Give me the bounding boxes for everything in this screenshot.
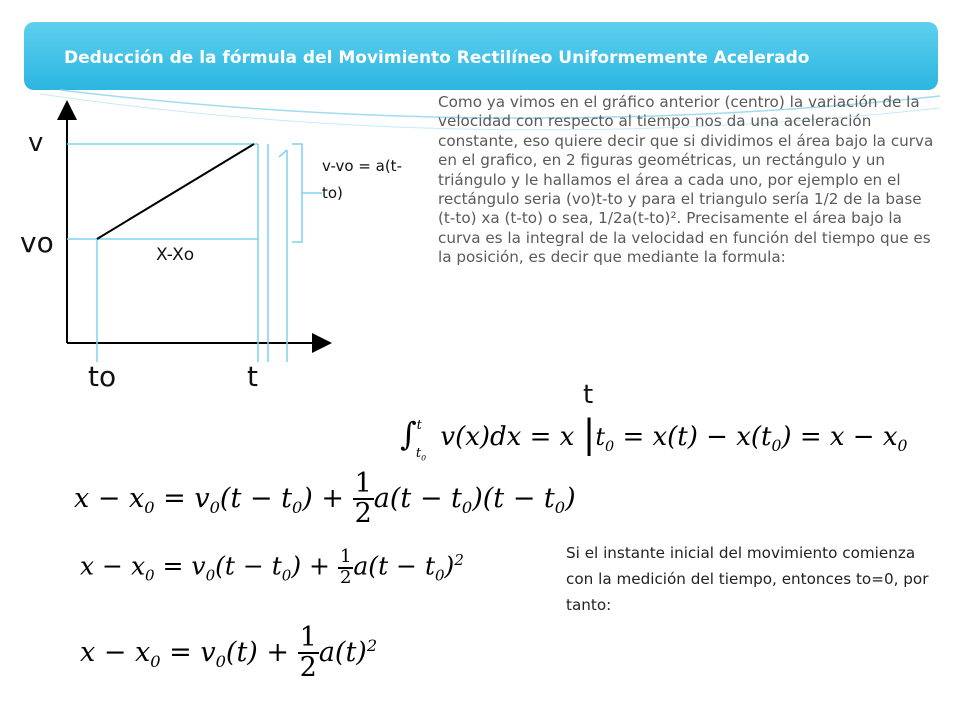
label-v: v <box>28 128 44 158</box>
equation-1: $x - x_0 = v_0(t - t_0)$ + $\frac{1}{2}$ $a(t - t_0)(t - t_0)$ <box>74 468 576 530</box>
label-delta-v: v-vo = a(t- to) <box>322 157 402 202</box>
integral-upper-limit-label: t <box>583 380 594 410</box>
label-t: t <box>247 360 258 393</box>
equation-2: $x - x_0 = v_0(t - t_0)$ + $\frac{1}{2}$ $a(t - t_0)^2$ <box>80 546 464 588</box>
integral-equation: ∫$^t_{t_0}$ v(x)dx = x $|t_0 = x(t) - x(t_0) = x - x_0$ <box>400 412 908 463</box>
equation-3: $x - x_0 = v_0(t)$ + $\frac{1}{2}$ $a(t)^2$ <box>80 622 378 684</box>
label-area: X-Xo <box>156 245 195 265</box>
label-v0: vo <box>20 226 54 259</box>
initial-time-note: Si el instante inicial del movimiento comienza con la medición del tiempo, entonces to=0, por tanto: <box>566 544 929 614</box>
explanation-paragraph: Como ya vimos en el gráfico anterior (centro) la variación de la velocidad con respecto al tiempo nos da una aceleración constante, eso quiere decir que si dividimos el área bajo la curva en el grafico, en 2 figuras geométricas, un rectángulo y un triángulo y le hallamos el área a cada uno, por ejemplo en el rectángulo seria (vo)t-to y para el triangulo sería 1/2 de la base (t-to) xa (t-to) o sea, 1/2a(t-to)². Precisamente el área bajo la curva es la integral de la velocidad en función del tiempo que es la posición, es decir que mediante la formula: <box>438 93 934 267</box>
label-t0: to <box>88 360 117 393</box>
velocity-line <box>97 144 254 239</box>
page-title: Deducción de la fórmula del Movimiento Rectilíneo Uniformemente Acelerado <box>64 48 810 68</box>
delta-v-bracket <box>292 144 302 242</box>
guide-t-4 <box>279 150 287 157</box>
